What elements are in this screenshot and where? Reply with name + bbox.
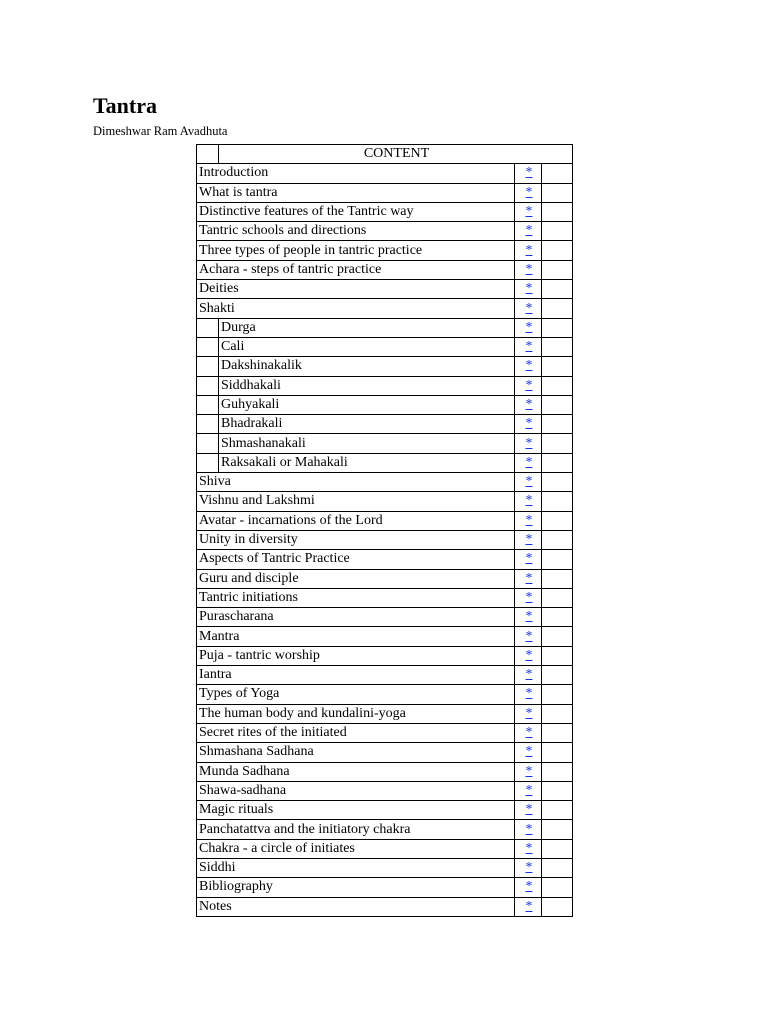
toc-row (197, 241, 573, 260)
toc-entry-link[interactable]: * (525, 165, 533, 181)
toc-link-cell (515, 723, 542, 742)
toc-entry-label: Shakti (197, 299, 515, 318)
toc-row (197, 762, 573, 781)
toc-page-cell (542, 415, 573, 434)
toc-link-cell (515, 376, 542, 395)
toc-entry-label: Distinctive features of the Tantric way (197, 202, 515, 221)
toc-row (197, 299, 573, 318)
toc-entry-label: Siddhi (197, 858, 515, 877)
toc-page-cell (542, 530, 573, 549)
toc-row (197, 492, 573, 511)
toc-link-cell (515, 492, 542, 511)
toc-entry-label: Shiva (197, 473, 515, 492)
toc-row (197, 858, 573, 877)
table-of-contents (196, 144, 573, 917)
toc-link-cell (515, 183, 542, 202)
toc-row (197, 530, 573, 549)
toc-link-cell (515, 511, 542, 530)
toc-page-cell (542, 164, 573, 183)
toc-entry-link[interactable]: * (525, 358, 533, 374)
toc-entry-label: Bibliography (197, 878, 515, 897)
toc-entry-link[interactable]: * (525, 667, 533, 683)
toc-indent-cell (197, 395, 219, 414)
toc-row (197, 434, 573, 453)
toc-entry-link[interactable]: * (525, 474, 533, 490)
toc-indent-cell (197, 434, 219, 453)
toc-page-cell (542, 376, 573, 395)
toc-entry-link[interactable]: * (525, 551, 533, 567)
toc-link-cell (515, 337, 542, 356)
toc-entry-label: Siddhakali (219, 376, 515, 395)
toc-link-cell (515, 762, 542, 781)
toc-row (197, 473, 573, 492)
document-author: Dimeshwar Ram Avadhuta (93, 124, 228, 138)
toc-page-cell (542, 781, 573, 800)
toc-entry-label: Mantra (197, 627, 515, 646)
toc-indent-cell (197, 415, 219, 434)
toc-page-cell (542, 685, 573, 704)
toc-entry-link[interactable]: * (525, 339, 533, 355)
toc-link-cell (515, 801, 542, 820)
toc-row (197, 183, 573, 202)
toc-page-cell (542, 762, 573, 781)
toc-page-cell (542, 511, 573, 530)
document-title: Tantra (93, 93, 157, 118)
toc-page-cell (542, 646, 573, 665)
toc-row (197, 820, 573, 839)
toc-page-cell (542, 260, 573, 279)
toc-entry-link[interactable]: * (525, 725, 533, 741)
toc-page-cell (542, 473, 573, 492)
toc-entry-link[interactable]: * (525, 512, 533, 528)
toc-link-cell (515, 318, 542, 337)
toc-entry-label: Dakshinakalik (219, 357, 515, 376)
toc-entry-link[interactable]: * (525, 204, 533, 220)
toc-entry-label: Shawa-sadhana (197, 781, 515, 800)
toc-row (197, 608, 573, 627)
toc-page-cell (542, 337, 573, 356)
toc-link-cell (515, 704, 542, 723)
toc-page-cell (542, 820, 573, 839)
toc-link-cell (515, 164, 542, 183)
toc-link-cell (515, 357, 542, 376)
toc-page-cell (542, 743, 573, 762)
toc-link-cell (515, 299, 542, 318)
toc-row (197, 666, 573, 685)
toc-entry-link[interactable]: * (525, 300, 533, 316)
toc-row (197, 569, 573, 588)
toc-entry-link[interactable]: * (525, 802, 533, 818)
toc-entry-link[interactable]: * (525, 763, 533, 779)
toc-entry-label: Aspects of Tantric Practice (197, 550, 515, 569)
toc-page-cell (542, 723, 573, 742)
toc-entry-link[interactable]: * (525, 589, 533, 605)
toc-row (197, 337, 573, 356)
toc-row (197, 550, 573, 569)
toc-entry-link[interactable]: * (525, 840, 533, 856)
toc-entry-link[interactable]: * (525, 782, 533, 798)
toc-indent-cell (197, 376, 219, 395)
toc-entry-link[interactable]: * (525, 705, 533, 721)
toc-header-row (197, 145, 573, 164)
toc-link-cell (515, 241, 542, 260)
toc-row (197, 743, 573, 762)
toc-entry-label: Durga (219, 318, 515, 337)
toc-page-cell (542, 858, 573, 877)
toc-indent-cell (197, 357, 219, 376)
toc-row (197, 588, 573, 607)
toc-page-cell (542, 878, 573, 897)
toc-row (197, 164, 573, 183)
toc-link-cell (515, 222, 542, 241)
toc-entry-label: Unity in diversity (197, 530, 515, 549)
toc-page-cell (542, 666, 573, 685)
toc-row (197, 415, 573, 434)
toc-page-cell (542, 357, 573, 376)
toc-row (197, 202, 573, 221)
toc-link-cell (515, 685, 542, 704)
toc-entry-label: Notes (197, 897, 515, 916)
toc-entry-label: Iantra (197, 666, 515, 685)
toc-entry-link[interactable]: * (525, 319, 533, 335)
toc-row (197, 260, 573, 279)
toc-row (197, 878, 573, 897)
toc-page-cell (542, 839, 573, 858)
toc-row (197, 627, 573, 646)
toc-link-cell (515, 839, 542, 858)
toc-row (197, 357, 573, 376)
toc-entry-label: Purascharana (197, 608, 515, 627)
toc-link-cell (515, 453, 542, 472)
toc-page-cell (542, 453, 573, 472)
toc-link-cell (515, 395, 542, 414)
toc-entry-label: Puja - tantric worship (197, 646, 515, 665)
toc-entry-label: Shmashana Sadhana (197, 743, 515, 762)
toc-entry-link[interactable]: * (525, 860, 533, 876)
toc-entry-label: Cali (219, 337, 515, 356)
toc-row (197, 280, 573, 299)
toc-row (197, 685, 573, 704)
toc-page-cell (542, 280, 573, 299)
toc-page-cell (542, 550, 573, 569)
toc-page-cell (542, 395, 573, 414)
toc-row (197, 839, 573, 858)
toc-entry-link[interactable]: * (525, 493, 533, 509)
toc-entry-label: Munda Sadhana (197, 762, 515, 781)
toc-link-cell (515, 588, 542, 607)
toc-entry-label: Deities (197, 280, 515, 299)
toc-row (197, 897, 573, 916)
toc-link-cell (515, 820, 542, 839)
toc-entry-label: Guhyakali (219, 395, 515, 414)
toc-link-cell (515, 743, 542, 762)
toc-entry-link[interactable]: * (525, 281, 533, 297)
toc-link-cell (515, 897, 542, 916)
toc-link-cell (515, 666, 542, 685)
toc-page-cell (542, 434, 573, 453)
toc-entry-label: Tantric initiations (197, 588, 515, 607)
toc-entry-link[interactable]: * (525, 898, 533, 914)
toc-entry-link[interactable]: * (525, 261, 533, 277)
toc-row (197, 511, 573, 530)
toc-entry-link[interactable]: * (525, 454, 533, 470)
toc-page-cell (542, 241, 573, 260)
toc-page-cell (542, 222, 573, 241)
toc-entry-link[interactable]: * (525, 532, 533, 548)
toc-entry-link[interactable]: * (525, 397, 533, 412)
toc-entry-link[interactable]: * (525, 242, 533, 258)
toc-entry-link[interactable]: * (525, 184, 533, 200)
toc-entry-link[interactable]: * (525, 435, 533, 451)
toc-page-cell (542, 801, 573, 820)
toc-entry-link[interactable]: * (525, 821, 533, 837)
toc-link-cell (515, 415, 542, 434)
toc-entry-label: Achara - steps of tantric practice (197, 260, 515, 279)
toc-link-cell (515, 646, 542, 665)
toc-entry-label: The human body and kundalini-yoga (197, 704, 515, 723)
toc-entry-label: What is tantra (197, 183, 515, 202)
toc-link-cell (515, 608, 542, 627)
toc-entry-label: Guru and disciple (197, 569, 515, 588)
toc-page-cell (542, 202, 573, 221)
toc-row (197, 723, 573, 742)
toc-entry-label: Bhadrakali (219, 415, 515, 434)
toc-page-cell (542, 492, 573, 511)
toc-row (197, 453, 573, 472)
toc-entry-link[interactable]: * (525, 377, 533, 393)
toc-page-cell (542, 318, 573, 337)
toc-page-cell (542, 608, 573, 627)
toc-row (197, 704, 573, 723)
toc-entry-label: Tantric schools and directions (197, 222, 515, 241)
toc-link-cell (515, 569, 542, 588)
toc-link-cell (515, 202, 542, 221)
toc-row (197, 781, 573, 800)
toc-entry-link[interactable]: * (525, 223, 533, 239)
toc-link-cell (515, 260, 542, 279)
toc-entry-link[interactable]: * (525, 647, 533, 663)
toc-link-cell (515, 858, 542, 877)
toc-link-cell (515, 530, 542, 549)
toc-entry-link[interactable]: * (525, 744, 533, 760)
toc-entry-link[interactable]: * (525, 628, 533, 644)
toc-entry-link[interactable]: * (525, 416, 533, 432)
toc-row (197, 376, 573, 395)
toc-entry-label: Chakra - a circle of initiates (197, 839, 515, 858)
toc-link-cell (515, 550, 542, 569)
toc-header: CONTENT (219, 145, 573, 164)
toc-row (197, 222, 573, 241)
toc-link-cell (515, 434, 542, 453)
toc-entry-label: Magic rituals (197, 801, 515, 820)
toc-entry-label: Introduction (197, 164, 515, 183)
toc-entry-link[interactable]: * (525, 609, 533, 625)
toc-entry-label: Types of Yoga (197, 685, 515, 704)
toc-entry-label: Avatar - incarnations of the Lord (197, 511, 515, 530)
toc-row (197, 395, 573, 414)
toc-header-spacer (197, 145, 219, 164)
toc-page-cell (542, 704, 573, 723)
toc-page-cell (542, 897, 573, 916)
toc-entry-link[interactable]: * (525, 570, 533, 586)
toc-entry-label: Vishnu and Lakshmi (197, 492, 515, 511)
toc-entry-label: Shmashanakali (219, 434, 515, 453)
toc-entry-label: Panchatattva and the initiatory chakra (197, 820, 515, 839)
toc-indent-cell (197, 337, 219, 356)
toc-entry-link[interactable]: * (525, 879, 533, 895)
toc-page-cell (542, 569, 573, 588)
toc-page-cell (542, 183, 573, 202)
toc-row (197, 318, 573, 337)
toc-indent-cell (197, 453, 219, 472)
toc-entry-label: Raksakali or Mahakali (219, 453, 515, 472)
toc-indent-cell (197, 318, 219, 337)
toc-page-cell (542, 627, 573, 646)
toc-entry-label: Secret rites of the initiated (197, 723, 515, 742)
toc-link-cell (515, 280, 542, 299)
toc-entry-link[interactable]: * (525, 686, 533, 702)
toc-page-cell (542, 299, 573, 318)
toc-link-cell (515, 627, 542, 646)
toc-row (197, 801, 573, 820)
toc-link-cell (515, 473, 542, 492)
toc-link-cell (515, 781, 542, 800)
toc-row (197, 646, 573, 665)
toc-entry-label: Three types of people in tantric practice (197, 241, 515, 260)
toc-link-cell (515, 878, 542, 897)
toc-page-cell (542, 588, 573, 607)
